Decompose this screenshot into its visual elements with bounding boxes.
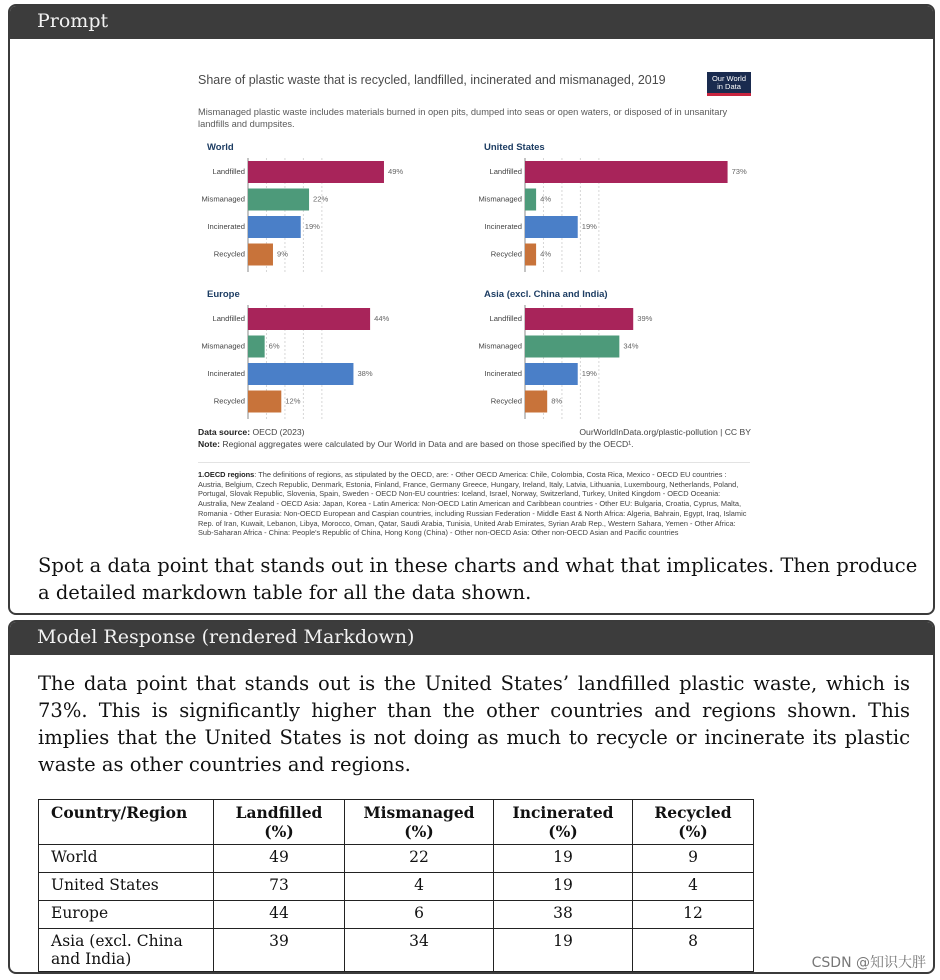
header-recycled: Recycled (%) [633, 800, 754, 845]
header-mismanaged: Mismanaged (%) [345, 800, 494, 845]
bar [525, 363, 578, 385]
data-source [198, 427, 305, 438]
bar [525, 189, 536, 211]
category-label: Mismanaged [201, 341, 245, 351]
value-label: 12% [285, 396, 301, 406]
cell-mismanaged: 4 [345, 873, 494, 901]
regions-text: : The definitions of regions, as stipulated by the OECD, are: - Other OECD America: Chile, Colombia, Costa Rica, Mexico - OECD EU countries : Austria, Belgium, Czech Republic, Denmark, Estonia, Finland, France, Germany Greece, Hungary, Ireland, Italy, Latvia, Lithuania, Luxembourg, Netherlands, Poland, Portugal, Slovak Republic, Slovenia, Spain, Sweden - OECD Non-EU countries: Iceland, Israel, Norway, Switzerland, Turkey, United Kingdom - OECD Oceania: Australia, New Zealand - OECD Asia: Japan, Korea - Latin America: Non-OECD Latin American and Caribbean countries - Other EU: Bulgaria, Croatia, Cyprus, Malta, Romania - Other Eurasia: Non-OECD European and Caspian countries, including Russian Federation - Middle East & North Africa: Algeria, Bahrain, Egypt, Iraq, Islamic Rep. of Iran, Kuwait, Lebanon, Libya, Morocco, Oman, Qatar, Saudi Arabia, Tunisia, United Arab Emirates, Syrian Arab Rep., Western Sahara, Yemen - Other Africa: Sub-Saharan Africa - China: People's Republic of China, Hong Kong (China) - Other non-OECD Asia: Other non-OECD Asian and Pacific countries [198, 470, 747, 538]
value-label: 19% [304, 222, 320, 231]
value-label: 22% [313, 194, 329, 204]
panel-title: Europe [207, 289, 240, 300]
bar [248, 216, 301, 238]
note-label: Note: [198, 439, 220, 449]
cell-incinerated: 38 [494, 901, 633, 929]
category-label: Recycled [213, 396, 245, 406]
owid-figure [198, 66, 754, 552]
value-label: 9% [276, 249, 288, 259]
category-label: Landfilled [212, 314, 245, 323]
data-table [38, 799, 754, 972]
figure-subtitle: Mismanaged plastic waste includes materials burned in open pits, dumped into seas or open waters, or disposed of in unsanitary landfills and dumpsites. [198, 107, 728, 129]
cell-recycled: 4 [633, 873, 754, 901]
cell-mismanaged: 6 [345, 901, 494, 929]
prompt-question: Spot a data point that stands out in these charts and what that implicates. Then produce a detailed markdown table for all the data shown. [38, 554, 918, 604]
cell-region: Asia (excl. China and India) [39, 929, 214, 972]
header-landfilled: Landfilled (%) [214, 800, 345, 845]
value-label: 4% [540, 249, 552, 259]
bar [525, 216, 578, 238]
value-label: 19% [581, 222, 597, 231]
source-label: Data source: [198, 427, 251, 437]
cell-incinerated: 19 [494, 845, 633, 873]
category-label: Recycled [213, 249, 245, 259]
category-label: Recycled [490, 249, 522, 259]
bar [525, 336, 619, 358]
logo-line-1: Our World [711, 74, 747, 83]
category-label: Mismanaged [478, 194, 522, 204]
value-label: 39% [637, 314, 653, 323]
value-label: 19% [581, 369, 597, 378]
table-row [39, 929, 754, 972]
cell-recycled: 8 [633, 929, 754, 972]
source-url: OurWorldInData.org/plastic-pollution | CC BY [579, 427, 751, 437]
category-label: Mismanaged [478, 341, 522, 351]
footnote-divider [198, 462, 750, 463]
category-label: Incinerated [207, 222, 245, 231]
watermark: CSDN @知识大胖 [811, 955, 926, 971]
response-panel [8, 620, 935, 974]
category-label: Incinerated [207, 369, 245, 378]
bar [248, 391, 281, 413]
value-label: 73% [731, 167, 747, 176]
panel-title: United States [484, 142, 545, 153]
table-header-row [39, 800, 754, 845]
bar [248, 363, 353, 385]
bar [525, 391, 547, 413]
source-value: OECD (2023) [252, 427, 305, 437]
category-label: Incinerated [484, 369, 522, 378]
prompt-panel [8, 4, 935, 615]
value-label: 38% [357, 369, 373, 378]
cell-region: Europe [39, 901, 214, 929]
note-value: Regional aggregates were calculated by Our World in Data and are based on those specified by the OECD¹. [222, 439, 634, 449]
category-label: Mismanaged [201, 194, 245, 204]
figure-note [198, 439, 634, 450]
bar [248, 308, 370, 330]
cell-landfilled: 39 [214, 929, 345, 972]
cell-landfilled: 49 [214, 845, 345, 873]
bar [248, 336, 265, 358]
response-header: Model Response (rendered Markdown) [10, 622, 933, 655]
cell-recycled: 12 [633, 901, 754, 929]
value-label: 4% [540, 194, 552, 204]
category-label: Landfilled [212, 167, 245, 176]
header-incinerated: Incinerated (%) [494, 800, 633, 845]
regions-label: 1.OECD regions [198, 470, 255, 479]
cell-incinerated: 19 [494, 929, 633, 972]
bar [248, 189, 309, 211]
bar-charts [198, 66, 754, 466]
cell-landfilled: 44 [214, 901, 345, 929]
category-label: Landfilled [489, 314, 522, 323]
table-row [39, 901, 754, 929]
bar [525, 308, 633, 330]
cell-region: United States [39, 873, 214, 901]
value-label: 44% [374, 314, 390, 323]
prompt-header: Prompt [10, 6, 933, 39]
cell-landfilled: 73 [214, 873, 345, 901]
value-label: 6% [268, 341, 280, 351]
regions-footnote [198, 470, 748, 538]
table-row [39, 845, 754, 873]
value-label: 34% [623, 341, 639, 351]
cell-mismanaged: 22 [345, 845, 494, 873]
category-label: Landfilled [489, 167, 522, 176]
header-country: Country/Region [39, 800, 214, 845]
bar [525, 161, 728, 183]
cell-region: World [39, 845, 214, 873]
panel-title: Asia (excl. China and India) [484, 289, 608, 300]
bar [248, 161, 384, 183]
figure-title: Share of plastic waste that is recycled, landfilled, incinerated and mismanaged, 2019 [198, 73, 666, 87]
value-label: 49% [387, 167, 404, 176]
logo-line-2: in Data [717, 82, 741, 91]
bar [248, 244, 273, 266]
bar [525, 244, 536, 266]
table-row [39, 873, 754, 901]
value-label: 8% [551, 396, 563, 406]
cell-incinerated: 19 [494, 873, 633, 901]
cell-recycled: 9 [633, 845, 754, 873]
category-label: Recycled [490, 396, 522, 406]
cell-mismanaged: 34 [345, 929, 494, 972]
category-label: Incinerated [484, 222, 522, 231]
response-text: The data point that stands out is the United States’ landfilled plastic waste, which is 73%. This is significantly higher than the other countries and regions shown. This implies that the United States is not doing as much to recycle or incinerate its plastic waste as other countries and regions. [38, 672, 910, 776]
panel-title: World [207, 142, 234, 153]
